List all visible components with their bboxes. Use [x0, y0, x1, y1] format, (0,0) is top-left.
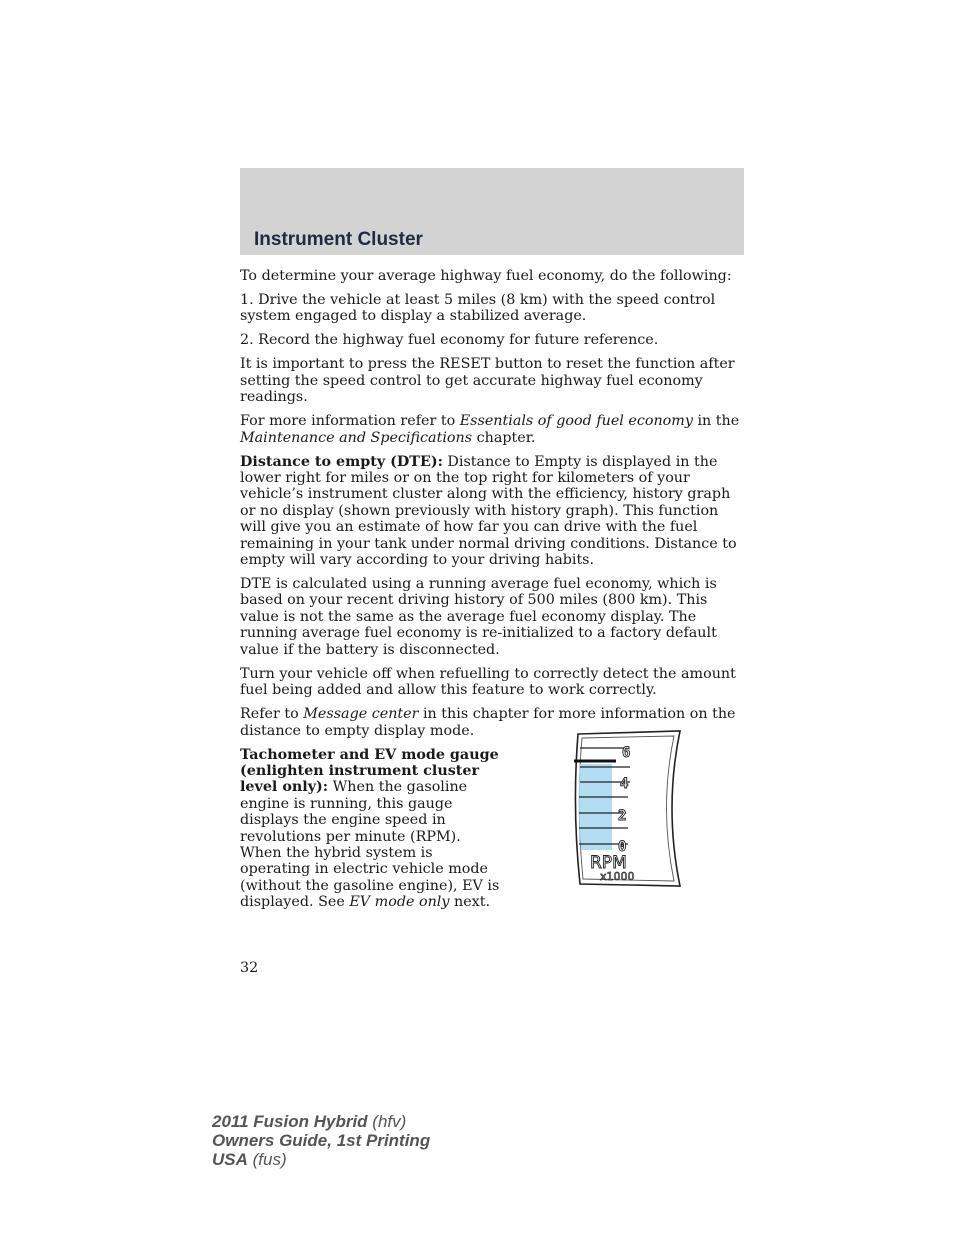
tick-label-4: 4 [620, 776, 629, 792]
refer-post: in this chapter for more information on the distance to empty display mode. [240, 706, 736, 739]
dte-heading: Distance to empty (DTE): [240, 453, 443, 470]
more-info-mid: in the [692, 413, 740, 430]
dte-paragraph [240, 454, 745, 569]
reset-paragraph: It is important to press the RESET button to reset the function after setting the speed control to get accurate highway fuel economy readings. [240, 356, 735, 406]
footer-printing: Owners Guide, 1st Printing [212, 1131, 431, 1150]
maintenance-reference: Maintenance and Specifications [240, 429, 473, 446]
footer-model-code: (hfv) [367, 1112, 407, 1131]
intro-paragraph: To determine your average highway fuel economy, do the following: [240, 268, 732, 284]
footer-model: 2011 Fusion Hybrid [212, 1112, 368, 1131]
tick-label-6: 6 [622, 745, 631, 761]
tachometer-paragraph [240, 747, 502, 911]
message-center-reference: Message center [303, 706, 419, 723]
refuel-paragraph: Turn your vehicle off when refuelling to correctly detect the amount fuel being added and allow this feature to work correctly. [240, 665, 736, 699]
tachometer-heading: Tachometer and EV mode gauge (enlighten instrument cluster level only): [240, 746, 499, 796]
dte-calc-paragraph: DTE is calculated using a running average fuel economy, which is based on your recent driving history of 500 miles (800 km). This value is not the same as the average fuel economy display. The running average fuel economy is re-initialized to a factory default value if the battery is disconnected. [240, 576, 717, 658]
tick-label-0: 0 [618, 839, 627, 855]
footer-line-2 [212, 1131, 430, 1150]
refer-pre: Refer to [240, 706, 304, 723]
section-title: Instrument Cluster [254, 229, 423, 250]
tachometer-body: When the gasoline engine is running, this gauge displays the engine speed in revolutions per minute (RPM). When the hybrid system is operating in electric vehicle mode (without the gasoline engine), EV is displayed. See [240, 779, 500, 911]
more-info-paragraph [240, 413, 745, 446]
footer-line-1 [212, 1112, 430, 1131]
step-1: 1. Drive the vehicle at least 5 miles (8 km) with the speed control system engaged to display a stabilized average. [240, 292, 716, 325]
fuel-economy-reference: Essentials of good fuel economy [459, 413, 693, 430]
page-number: 32 [240, 960, 259, 976]
footer-market-code: (fus) [247, 1150, 287, 1169]
gauge-unit-label: RPM [590, 853, 627, 873]
tachometer-post: next. [449, 894, 491, 911]
gauge-multiplier-label: x1000 [600, 870, 635, 883]
section-header-band [240, 168, 744, 255]
step-2: 2. Record the highway fuel economy for future reference. [240, 332, 659, 349]
dte-body: Distance to Empty is displayed in the lower right for miles or on the top right for kilometers of your vehicle’s instrument cluster along with the efficiency, history graph or no display (shown previously with history graph). This function will give you an estimate of how far you can drive with the fuel remaining in your tank under normal driving conditions. Distance to empty will vary according to your driving habits. [240, 453, 737, 569]
footer-line-3 [212, 1150, 430, 1169]
more-info-post: chapter. [472, 429, 536, 446]
tick-label-2: 2 [618, 808, 627, 824]
ev-mode-reference: EV mode only [349, 894, 450, 911]
footer-market: USA [212, 1150, 248, 1169]
tachometer-gauge-illustration [570, 728, 686, 890]
more-info-pre: For more information refer to [240, 413, 460, 430]
document-footer [212, 1112, 430, 1169]
gauge-ev-fill [579, 764, 612, 850]
